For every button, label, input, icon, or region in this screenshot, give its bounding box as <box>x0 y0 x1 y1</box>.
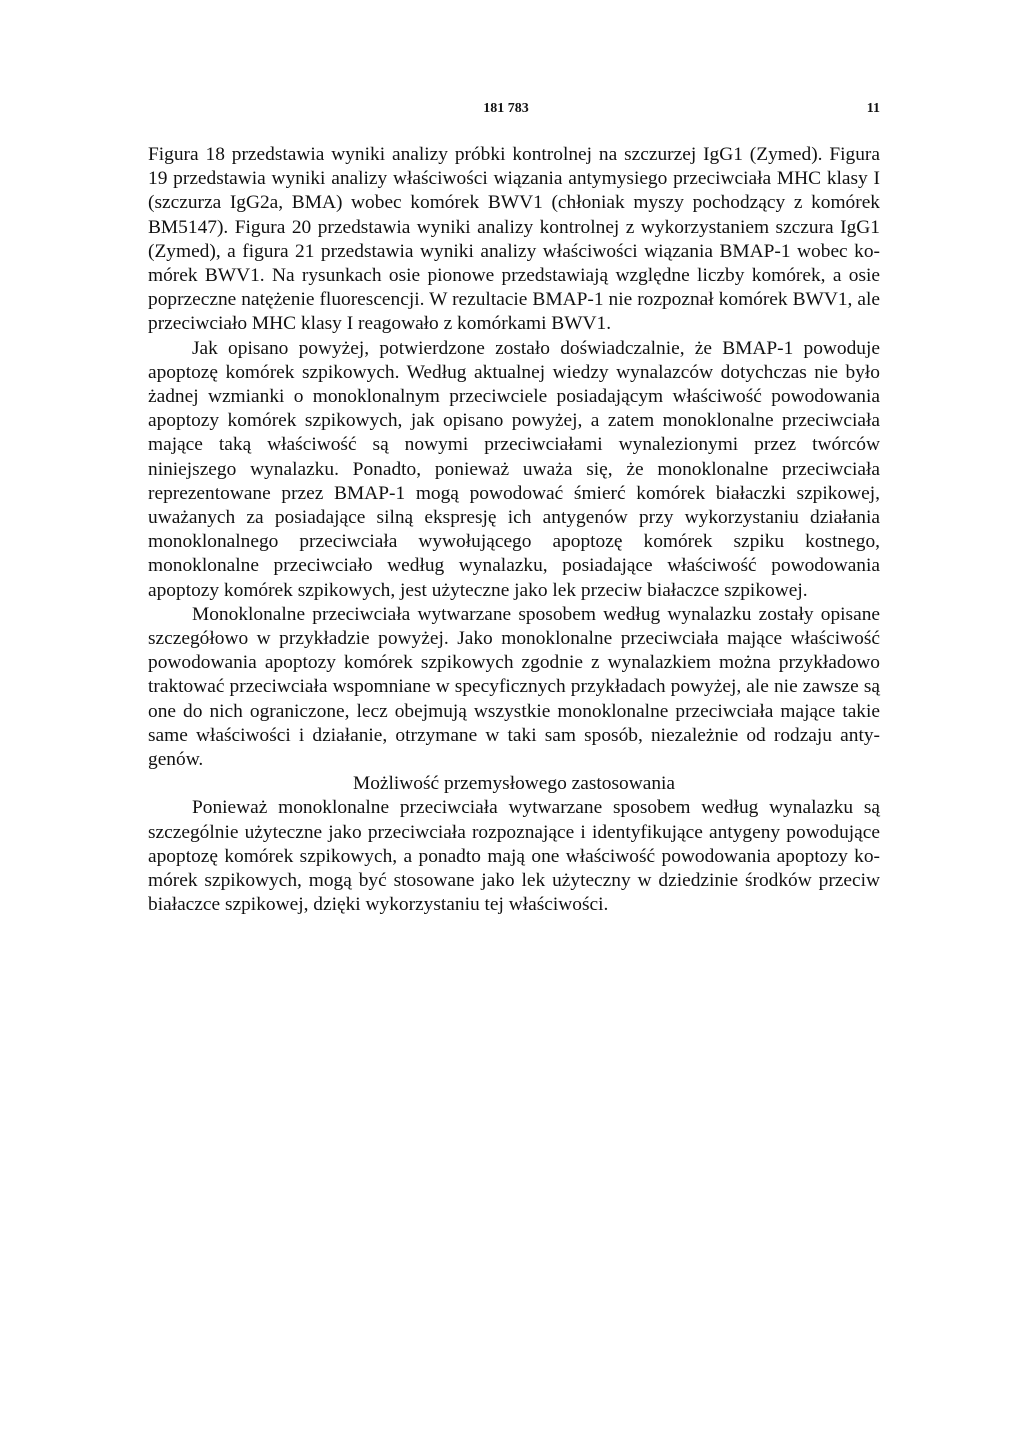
paragraph-industrial-use: Ponieważ monoklonalne przeciwciała wytwarzane sposobem według wynalazku są szczególnie użyteczne jako przeciwciała rozpoznające i identyfikujące antygeny powodujące apoptozę komórek szpikowych, a ponadto mają one właściwość powodowania apoptozy komórek szpikowych, mogą być stosowane jako lek użyteczny w dziedzinie środków przeciw białaczce szpikowej, dzięki wykorzystaniu tej właściwości. <box>148 797 880 916</box>
paragraph-antibodies: Monoklonalne przeciwciała wytwarzane sposobem według wynalazku zostały opisane szczegółowo w przykładzie powyżej. Jako monoklonalne przeciwciała mające właściwość powodowania apoptozy komórek szpikowych zgodnie z wynalazkiem można przykładowo traktować przeciwciała wspomniane w specyficznych przykładach powyżej, ale nie zawsze są one do nich ograniczone, lecz obejmują wszystkie monoklonalne przeciwciała mające takie same właściwości i działanie, otrzymane w taki sam sposób, niezależnie od rodzaju antygenów. <box>148 603 880 771</box>
document-number: 181 783 <box>483 101 529 116</box>
paragraph-apoptosis: Jak opisano powyżej, potwierdzone zostało doświadczalnie, że BMAP-1 powoduje apoptozę komórek szpikowych. Według aktualnej wiedzy wynalazców dotychczas nie było żadnej wzmianki o monoklonalnym przeciwciele posiadającym właściwość powodowania apoptozy komórek szpikowych, jak opisano powyżej, a zatem monoklonalne przeciwciała mające taką właściwość są nowymi przeciwciałami wynalezionymi przez twórców niniejszego wynalazku. Ponadto, ponieważ uważa się, że monoklonalne przeciwciała reprezentowane przez BMAP-1 mogą powodować śmierć komórek białaczki szpikowej, uważanych za posiadające silną ekspresję ich antygenów przy wykorzystaniu działania monoklonalnego przeciwciała wywołującego apoptozę komórek szpiku kostnego, monoklonalne przeciwciało według wynalazku, posiadające właściwość powodowania apoptozy komórek szpikowych, jest użyteczne jako lek przeciw białaczce szpikowej. <box>148 337 880 601</box>
paragraph-figures: Figura 18 przedstawia wyniki analizy próbki kontrolnej na szczurzej IgG1 (Zymed). Figura 19 przedstawia wyniki analizy właściwości wiązania antymysiego przeciwciała MHC klasy I (szczurza IgG2a, BMA) wobec komórek BWV1 (chłoniak myszy pochodzący z komórek BM5147). Figura 20 przedstawia wyniki analizy kontrolnej z wykorzystaniem szczura IgG1 (Zymed), a figura 21 przedstawia wyniki analizy właściwości wiązania BMAP-1 wobec komórek BWV1. Na rysunkach osie pionowe przedstawiają względne liczby komórek, a osie poprzeczne natężenie fluorescencji. W rezultacie BMAP-1 nie rozpoznał komórek BWV1, ale przeciwciało MHC klasy I reagowało z komórkami BWV1. <box>148 144 880 335</box>
page-header <box>148 101 880 121</box>
page-number: 11 <box>866 101 880 116</box>
body-text <box>148 143 880 918</box>
section-heading: Możliwość przemysłowego zastosowania <box>352 773 676 795</box>
